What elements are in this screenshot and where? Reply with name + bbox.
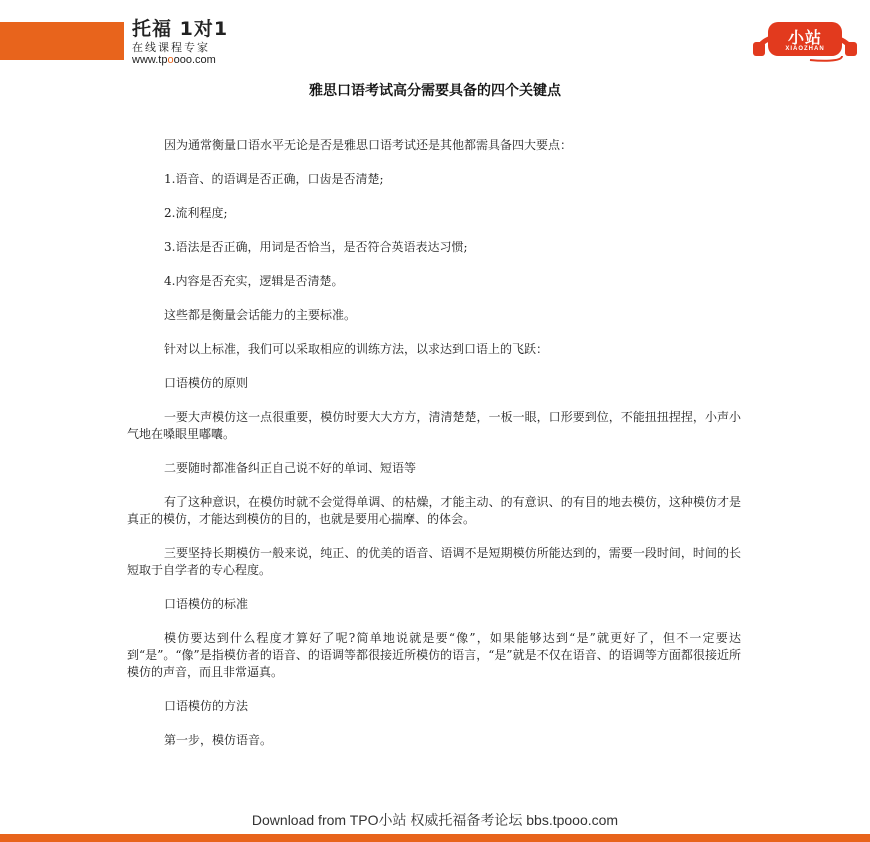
paragraph: 有了这种意识，在模仿时就不会觉得单调、的枯燥，才能主动、的有意识、的有目的地去模仿，这种模仿才是真正的模仿，才能达到模仿的目的，也就是要用心揣摩、的体会。: [127, 495, 741, 526]
paragraph: 4.内容是否充实，逻辑是否清楚。: [164, 274, 344, 288]
paragraph: 3.语法是否正确，用词是否恰当，是否符合英语表达习惯;: [164, 240, 468, 254]
paragraph: 这些都是衡量会话能力的主要标准。: [164, 308, 357, 322]
paragraph: 二要随时都准备纠正自己说不好的单词、短语等: [164, 461, 417, 475]
brand-tagline: 在线课程专家: [132, 41, 210, 54]
brand-name: 托福 1对1: [132, 18, 229, 40]
xiaozhan-logo: [750, 20, 860, 62]
logo-text: 小站: [787, 28, 822, 47]
header-accent-bar: [0, 22, 124, 60]
paragraph: 模仿要达到什么程度才算好了呢?简单地说就是要“像”，如果能够达到“是”就更好了，但不一定要达到“是”。“像”是指模仿者的语音、的语调等都很接近所模仿的语言，“是”就是不仅在语音、的语调等方面都很接近所模仿的声音，而且非常逼真。: [127, 631, 741, 679]
section-heading: 口语模仿的方法: [164, 699, 249, 713]
footer-accent-bar: [0, 834, 870, 842]
paragraph: 2.流利程度;: [164, 206, 228, 220]
brand-url-prefix: www.tp: [132, 54, 168, 66]
paragraph: 第一步，模仿语音。: [164, 733, 273, 747]
section-heading: 口语模仿的原则: [164, 376, 249, 390]
paragraph: 针对以上标准，我们可以采取相应的训练方法，以求达到口语上的飞跃：: [164, 342, 549, 356]
article-body: [127, 137, 741, 749]
section-heading: 口语模仿的标准: [164, 597, 249, 611]
brand-url[interactable]: [132, 55, 228, 66]
footer-text: Download from TPO小站 权威托福备考论坛 bbs.tpooo.com: [251, 812, 619, 828]
page-title: 雅思口语考试高分需要具备的四个关键点: [309, 83, 561, 99]
paragraph: 因为通常衡量口语水平无论是否是雅思口语考试还是其他都需具备四大要点：: [164, 138, 573, 152]
paragraph: 1.语音、的语调是否正确，口齿是否清楚;: [164, 172, 384, 186]
paragraph: 三要坚持长期模仿一般来说，纯正、的优美的语音、语调不是短期模仿所能达到的，需要一段时间，时间的长短取于自学者的专心程度。: [127, 546, 741, 577]
brand-url-suffix: ooo.com: [173, 54, 216, 66]
brand-block: [132, 20, 228, 66]
brand-url-highlight: o: [167, 54, 174, 66]
logo-subtext: XIAOZHAN: [785, 46, 825, 52]
paragraph: 一要大声模仿这一点很重要，模仿时要大大方方，清清楚楚，一板一眼，口形要到位，不能扭扭捏捏，小声小气地在嗓眼里嘟囔。: [127, 410, 741, 441]
